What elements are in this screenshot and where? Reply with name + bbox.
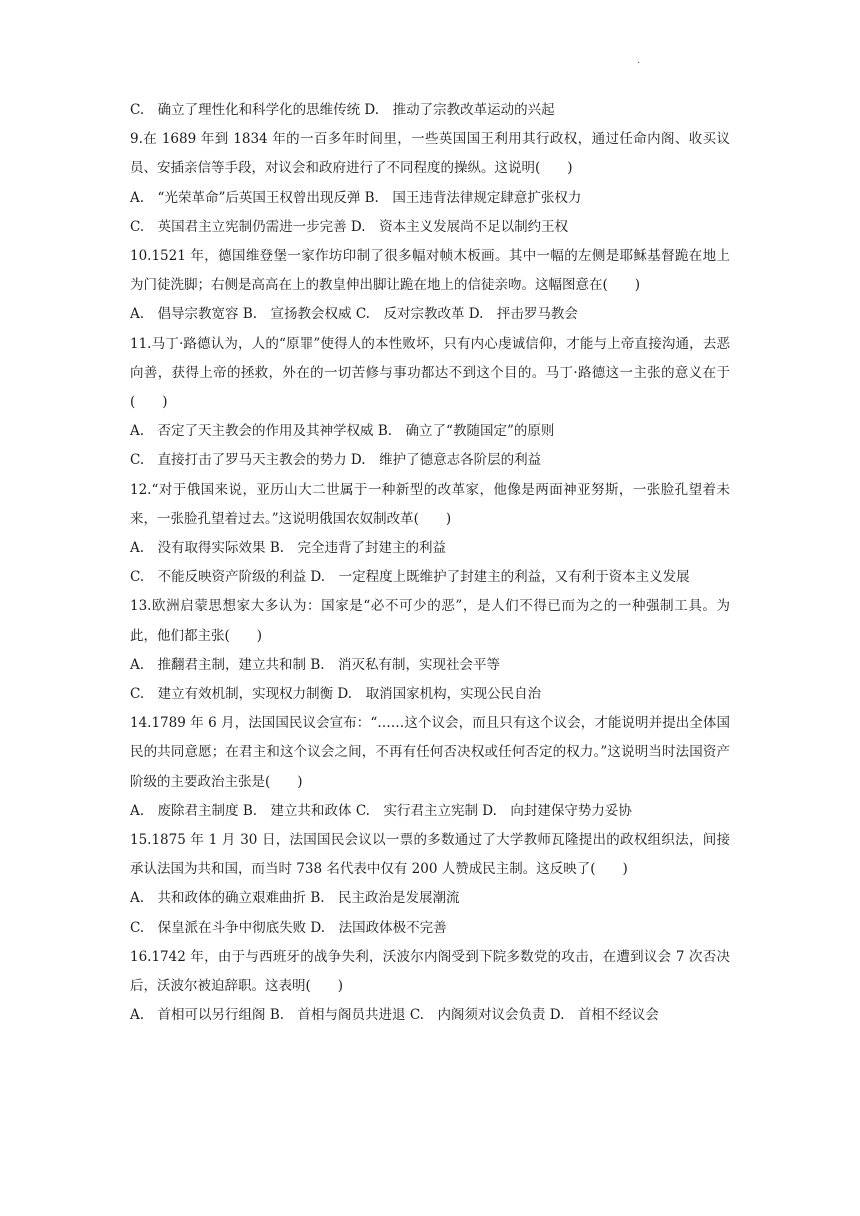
question-stem: 14.1789 年 6 月，法国国民议会宣布：“……这个议会，而且只有这个议会，才能说明并提出全体国民的共同意愿；在君主和这个议会之间，不再有任何否决权或任何否定的权力。”这说明当时法国资产阶级的主要政治主张是( ) bbox=[130, 715, 730, 790]
answer-options: C. 英国君主立宪制仍需进一步完善 D. 资本主义发展尚不足以制约王权 bbox=[130, 218, 569, 235]
answer-options: C. 确立了理性化和科学化的思维传统 D. 推动了宗教改革运动的兴起 bbox=[130, 102, 555, 118]
question-stem: 10.1521 年，德国维登堡一家作坊印制了很多幅对帧木板画。其中一幅的左侧是耶稣基督跪在地上为门徒洗脚；右侧是高高在上的教皇伸出脚让跪在地上的信徒亲吻。这幅图意在( ) bbox=[130, 248, 730, 294]
answer-options: A. “光荣革命”后英国王权曾出现反弹 B. 国王违背法律规定肆意扩张权力 bbox=[130, 189, 582, 206]
answer-options: A. 推翻君主制，建立共和制 B. 消灭私有制，实现社会平等 bbox=[130, 656, 501, 673]
answer-options: A. 共和政体的确立艰难曲折 B. 民主政治是发展潮流 bbox=[130, 890, 460, 907]
answer-options: C. 保皇派在斗争中彻底失败 D. 法国政体极不完善 bbox=[130, 919, 447, 936]
question-stem: 11.马丁·路德认为，人的“原罪”使得人的本性败坏，只有内心虔诚信仰，才能与上帝直接沟通，去恶向善，获得上帝的拯救，外在的一切苦修与事功都达不到这个目的。马丁·路德这一主张的意义在于( ) bbox=[130, 335, 730, 411]
question-stem: 16.1742 年，由于与西班牙的战争失利，沃波尔内阁受到下院多数党的攻击，在遭到议会 7 次否决后，沃波尔被迫辞职。这表明( ) bbox=[130, 948, 730, 995]
answer-options: A. 没有取得实际效果 B. 完全违背了封建主的利益 bbox=[130, 540, 447, 557]
answer-options: A. 否定了天主教会的作用及其神学权威 B. 确立了“教随国定”的原则 bbox=[130, 423, 555, 440]
answer-options: C. 不能反映资产阶级的利益 D. 一定程度上既维护了封建主的利益，又有利于资本主义发展 bbox=[130, 569, 690, 586]
answer-options: A. 倡导宗教宽容 B. 宣扬教会权威 C. 反对宗教改革 D. 抨击罗马教会 bbox=[130, 306, 578, 323]
question-stem: 13.欧洲启蒙思想家大多认为：国家是“必不可少的恶”，是人们不得已而为之的一种强制工具。为此，他们都主张( ) bbox=[130, 598, 730, 644]
page-mark: · bbox=[637, 58, 641, 69]
answer-options: C. 建立有效机制，实现权力制衡 D. 取消国家机构，实现公民自治 bbox=[130, 686, 542, 703]
question-stem: 15.1875 年 1 月 30 日，法国国民会议以一票的多数通过了大学教师瓦隆提出的政权组织法，间接承认法国为共和国，而当时 738 名代表中仅有 200 人赞成民主制。这反映了( ) bbox=[130, 832, 730, 878]
answer-options: A. 首相可以另行组阁 B. 首相与阁员共进退 C. 内阁须对议会负责 D. 首相不经议会 bbox=[130, 1007, 659, 1024]
question-stem: 12.“对于俄国来说，亚历山大二世属于一种新型的改革家，他像是两面神亚努斯，一张脸孔望着未来，一张脸孔望着过去。”这说明俄国农奴制改革( ) bbox=[130, 481, 730, 527]
answer-options: A. 废除君主制度 B. 建立共和政体 C. 实行君主立宪制 D. 向封建保守势力妥协 bbox=[130, 802, 632, 819]
answer-options: C. 直接打击了罗马天主教会的势力 D. 维护了德意志各阶层的利益 bbox=[130, 452, 542, 469]
document-body bbox=[130, 96, 730, 1031]
question-stem: 9.在 1689 年到 1834 年的一百多年时间里，一些英国国王利用其行政权，通过任命内阁、收买议员、安插亲信等手段，对议会和政府进行了不同程度的操纵。这说明( ) bbox=[130, 131, 730, 177]
